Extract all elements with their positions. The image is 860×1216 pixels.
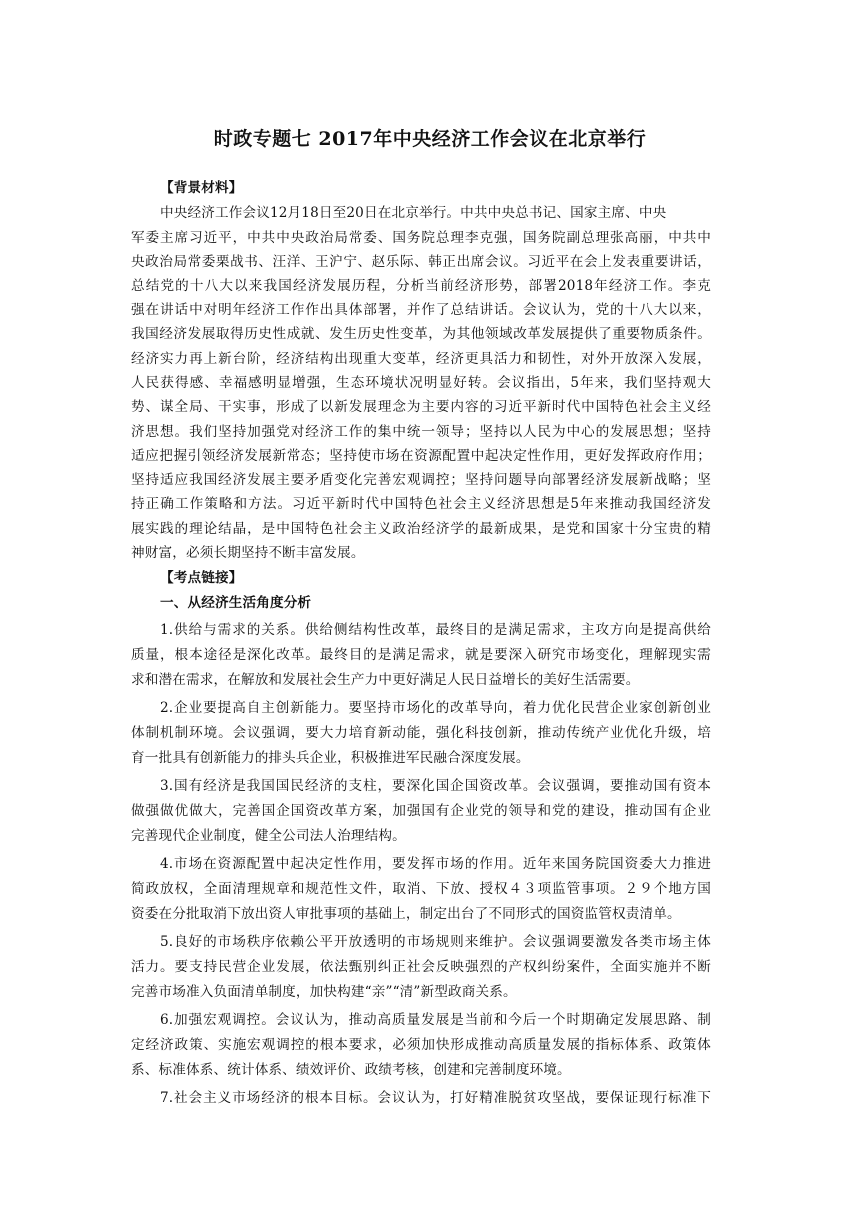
point-line: 6.加强宏观调控。会议认为，推动高质量发展是当前和今后一个时期确定发展思路、制 [160,1012,711,1028]
point-line: 完善市场准入负面清单制度，加快构建“亲”“清”新型政商关系。 [131,984,517,1000]
point-line: 质量，根本途径是深化改革。最终目的是满足需求，就是要深入研究市场变化，理解现实需 [131,647,711,663]
point-line: 系、标准体系、统计体系、绩效评价、政绩考核，创建和完善制度环境。 [131,1062,571,1078]
background-line: 坚持适应我国经济发展主要矛盾变化完善宏观调控；坚持问题导向部署经济发展新战略；坚 [131,472,711,488]
background-line: 持正确工作策略和方法。习近平新时代中国特色社会主义经济思想是5年来推动我国经济发 [131,496,711,512]
point-line: 定经济政策、实施宏观调控的根本要求，必须加快形成推动高质量发展的指标体系、政策体 [131,1037,711,1053]
point-line: 做强做优做大，完善国企国资改革方案，加强国有企业党的领导和党的建设，推动国有企业 [131,803,711,819]
point-line: 资委在分批取消下放出资人审批事项的基础上，制定出台了不同形式的国资监管权责清单。 [131,906,681,922]
background-line: 总结党的十八大以来我国经济发展历程，分析当前经济形势，部署2018年经济工作。李克 [131,278,711,294]
background-line: 势、谋全局、干实事，形成了以新发展理念为主要内容的习近平新时代中国特色社会主义经 [131,399,711,415]
point-line: 7.社会主义市场经济的根本目标。会议认为，打好精准脱贫攻坚战，要保证现行标准下 [160,1090,711,1106]
background-line: 济思想。我们坚持加强党对经济工作的集中统一领导；坚持以人民为中心的发展思想；坚持 [131,424,711,440]
point-line: 完善现代企业制度，健全公司法人治理结构。 [131,828,406,844]
point-line: 2.企业要提高自主创新能力。要坚持市场化的改革导向，着力优化民营企业家创新创业 [160,700,711,716]
point-line: 1.供给与需求的关系。供给侧结构性改革，最终目的是满足需求，主攻方向是提高供给 [160,622,711,638]
background-line: 经济实力再上新台阶，经济结构出现重大变革，经济更具活力和韧性，对外开放深入发展， [131,351,711,367]
background-line: 中央经济工作会议12月18日至20日在北京举行。中共中央总书记、国家主席、中央 [160,205,667,221]
section-heading: 一、从经济生活角度分析 [160,595,312,611]
point-line: 体制机制环境。会议强调，要大力培育新动能，强化科技创新，推动传统产业优化升级，培 [131,725,711,741]
links-heading: 【考点链接】 [160,570,243,586]
page-title: 时政专题七 2017年中央经济工作会议在北京举行 [213,128,647,150]
point-line: 3.国有经济是我国国民经济的支柱，要深化国企国资改革。会议强调，要推动国有资本 [160,778,711,794]
point-line: 5.良好的市场秩序依赖公平开放透明的市场规则来维护。会议强调要激发各类市场主体 [160,934,711,950]
background-line: 强在讲话中对明年经济工作作出具体部署，并作了总结讲话。会议认为，党的十八大以来， [131,302,711,318]
background-line: 展实践的理论结晶，是中国特色社会主义政治经济学的最新成果，是党和国家十分宝贵的精 [131,521,711,537]
point-line: 4.市场在资源配置中起决定性作用，要发挥市场的作用。近年来国务院国资委大力推进 [160,856,711,872]
background-line: 人民获得感、幸福感明显增强，生态环境状况明显好转。会议指出，5年来，我们坚持观大 [131,375,711,391]
point-line: 求和潜在需求，在解放和发展社会生产力中更好满足人民日益增长的美好生活需要。 [131,672,640,688]
background-line: 我国经济发展取得历史性成就、发生历史性变革，为其他领域改革发展提供了重要物质条件。 [131,326,711,342]
background-line: 央政治局常委栗战书、汪洋、王沪宁、赵乐际、韩正出席会议。习近平在会上发表重要讲话， [131,254,711,270]
background-line: 军委主席习近平，中共中央政治局常委、国务院总理李克强，国务院副总理张高丽，中共中 [131,230,711,246]
background-heading: 【背景材料】 [160,180,243,196]
point-line: 活力。要支持民营企业发展，依法甄别纠正社会反映强烈的产权纠纷案件，全面实施并不断 [131,959,711,975]
point-line: 育一批具有创新能力的排头兵企业，积极推进军民融合深度发展。 [131,750,530,766]
background-line: 神财富，必须长期坚持不断丰富发展。 [131,545,365,561]
background-line: 适应把握引领经济发展新常态；坚持使市场在资源配置中起决定性作用，更好发挥政府作用； [131,448,711,464]
point-line: 简政放权，全面清理规章和规范性文件，取消、下放、授权４３项监管事项。２９个地方国 [131,881,711,897]
